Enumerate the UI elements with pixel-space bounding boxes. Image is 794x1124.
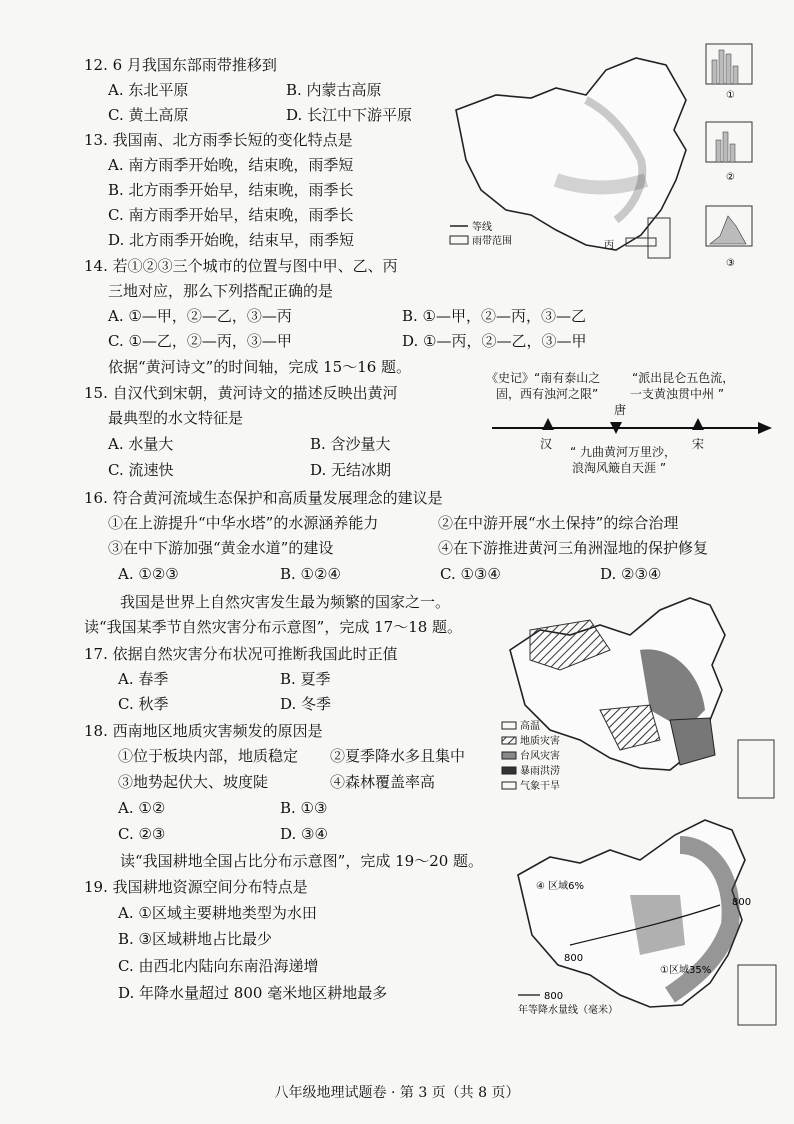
q16-option-b[interactable]: B. ①②④	[280, 565, 341, 583]
q15-option-d[interactable]: D. 无结冰期	[310, 461, 392, 479]
q17-stem: 17. 依据自然灾害分布状况可推断我国此时正值	[84, 645, 398, 663]
q17-option-c[interactable]: C. 秋季	[118, 695, 169, 713]
q19-option-d[interactable]: D. 年降水量超过 800 毫米地区耕地最多	[118, 984, 388, 1002]
dynasty-han: 汉	[540, 437, 553, 451]
q12-stem: 12. 6 月我国东部雨带推移到	[84, 56, 277, 74]
q16-stem: 16. 符合黄河流域生态保护和高质量发展理念的建议是	[84, 489, 443, 507]
legend-800-value: 800	[544, 991, 564, 1002]
climate-label-1: ①	[726, 90, 735, 101]
q14-stem-line1: 14. 若①②③三个城市的位置与图中甲、乙、丙	[84, 257, 398, 275]
legend-item-5: 气象干旱	[520, 781, 560, 792]
map-label-bing: 丙	[604, 240, 614, 251]
q14-option-c[interactable]: C. ①—乙，②—丙，③—甲	[108, 332, 292, 350]
q15-option-a[interactable]: A. 水量大	[108, 435, 174, 453]
q13-option-a[interactable]: A. 南方雨季开始晚，结束晚，雨季短	[108, 156, 354, 174]
intro-17-18-line2: 读“我国某季节自然灾害分布示意图”，完成 17～18 题。	[84, 618, 463, 636]
climate-label-2: ②	[726, 172, 735, 183]
q18-option-a[interactable]: A. ①②	[118, 799, 166, 817]
disaster-map	[500, 590, 780, 805]
rain-belt-map	[436, 40, 776, 280]
dynasty-song: 宋	[692, 437, 705, 451]
q17-option-d[interactable]: D. 冬季	[280, 695, 332, 713]
q15-option-b[interactable]: B. 含沙量大	[310, 435, 391, 453]
legend-item-2: 地质灾害	[520, 736, 560, 747]
quote-tang-1: “ 九曲黄河万里沙，	[570, 445, 677, 459]
q13-option-b[interactable]: B. 北方雨季开始早，结束晚，雨季长	[108, 181, 354, 199]
q19-option-c[interactable]: C. 由西北内陆向东南沿海递增	[118, 957, 319, 975]
dynasty-tang: 唐	[614, 403, 627, 417]
isoline-800-a: 800	[732, 897, 752, 908]
q14-option-d[interactable]: D. ①—丙，②—乙，③—甲	[402, 332, 587, 350]
q18-item-1: ①位于板块内部，地质稳定	[118, 747, 299, 765]
intro-19-20: 读“我国耕地全国占比分布示意图”，完成 19～20 题。	[120, 852, 484, 870]
q19-option-b[interactable]: B. ③区域耕地占比最少	[118, 930, 273, 948]
q15-option-c[interactable]: C. 流速快	[108, 461, 174, 479]
yellow-river-timeline	[486, 368, 776, 480]
q17-option-b[interactable]: B. 夏季	[280, 670, 331, 688]
q15-stem-line2: 最典型的水文特征是	[108, 409, 244, 427]
q16-item-4: ④在下游推进黄河三角洲湿地的保护修复	[438, 539, 709, 557]
q16-option-d[interactable]: D. ②③④	[600, 565, 662, 583]
marker-han	[542, 418, 554, 430]
quote-song-2: 一支黄浊贯中州 ”	[630, 387, 725, 401]
region-4-label: ④ 区域6%	[536, 881, 585, 892]
q16-item-1: ①在上游提升“中华水塔”的水源涵养能力	[108, 514, 379, 532]
q12-option-d[interactable]: D. 长江中下游平原	[286, 106, 413, 124]
quote-shiji-2: 固，西有浊河之限”	[496, 387, 599, 401]
q17-option-a[interactable]: A. 春季	[118, 670, 169, 688]
intro-17-18-line1: 我国是世界上自然灾害发生最为频繁的国家之一。	[120, 593, 451, 611]
q16-item-2: ②在中游开展“水土保持”的综合治理	[438, 514, 679, 532]
q19-option-a[interactable]: A. ①区域主要耕地类型为水田	[118, 904, 317, 922]
climate-chart-2	[706, 122, 752, 183]
legend-line-label: 等线	[472, 222, 492, 233]
farmland-map	[510, 815, 782, 1030]
q13-stem: 13. 我国南、北方雨季长短的变化特点是	[84, 131, 353, 149]
q12-option-a[interactable]: A. 东北平原	[108, 81, 189, 99]
intro-15-16: 依据“黄河诗文”的时间轴，完成 15～16 题。	[108, 358, 412, 376]
region-1-label: ①区域35%	[660, 965, 712, 976]
quote-song-1: “派出昆仑五色流，	[632, 371, 735, 385]
q12-option-b[interactable]: B. 内蒙古高原	[286, 81, 382, 99]
q13-option-c[interactable]: C. 南方雨季开始早，结束晚，雨季长	[108, 206, 354, 224]
q16-item-3: ③在中下游加强“黄金水道”的建设	[108, 539, 334, 557]
q15-stem-line1: 15. 自汉代到宋朝，黄河诗文的描述反映出黄河	[84, 384, 398, 402]
legend-item-3: 台风灾害	[520, 751, 560, 762]
q12-option-c[interactable]: C. 黄土高原	[108, 106, 189, 124]
q18-item-4: ④森林覆盖率高	[330, 773, 436, 791]
climate-label-3: ③	[726, 258, 735, 269]
q13-option-d[interactable]: D. 北方雨季开始晚，结束早，雨季短	[108, 231, 355, 249]
q14-option-a[interactable]: A. ①—甲，②—乙，③—丙	[108, 307, 292, 325]
climate-chart-3	[706, 206, 752, 269]
quote-shiji-1: 《史记》“南有泰山之	[486, 371, 601, 385]
q18-option-b[interactable]: B. ①③	[280, 799, 328, 817]
legend-item-1: 高温	[520, 721, 540, 732]
q14-stem-line2: 三地对应，那么下列搭配正确的是	[108, 282, 334, 300]
legend-800-text: 年等降水量线（毫米）	[518, 1005, 618, 1016]
marker-song	[692, 418, 704, 430]
q16-option-c[interactable]: C. ①③④	[440, 565, 501, 583]
q18-item-3: ③地势起伏大、坡度陡	[118, 773, 269, 791]
q18-option-d[interactable]: D. ③④	[280, 825, 328, 843]
q14-option-b[interactable]: B. ①—甲，②—丙，③—乙	[402, 307, 587, 325]
page-footer: 八年级地理试题卷 · 第 3 页（共 8 页）	[274, 1085, 520, 1101]
q18-option-c[interactable]: C. ②③	[118, 825, 166, 843]
q18-item-2: ②夏季降水多且集中	[330, 747, 466, 765]
q18-stem: 18. 西南地区地质灾害频发的原因是	[84, 722, 323, 740]
q19-stem: 19. 我国耕地资源空间分布特点是	[84, 878, 308, 896]
isoline-800-b: 800	[564, 953, 584, 964]
q16-option-a[interactable]: A. ①②③	[118, 565, 179, 583]
legend-item-4: 暴雨洪涝	[520, 766, 560, 777]
legend-area-label: 雨带范围	[472, 236, 512, 247]
climate-chart-1	[706, 44, 752, 101]
quote-tang-2: 浪淘风簸自天涯 ”	[572, 461, 667, 475]
